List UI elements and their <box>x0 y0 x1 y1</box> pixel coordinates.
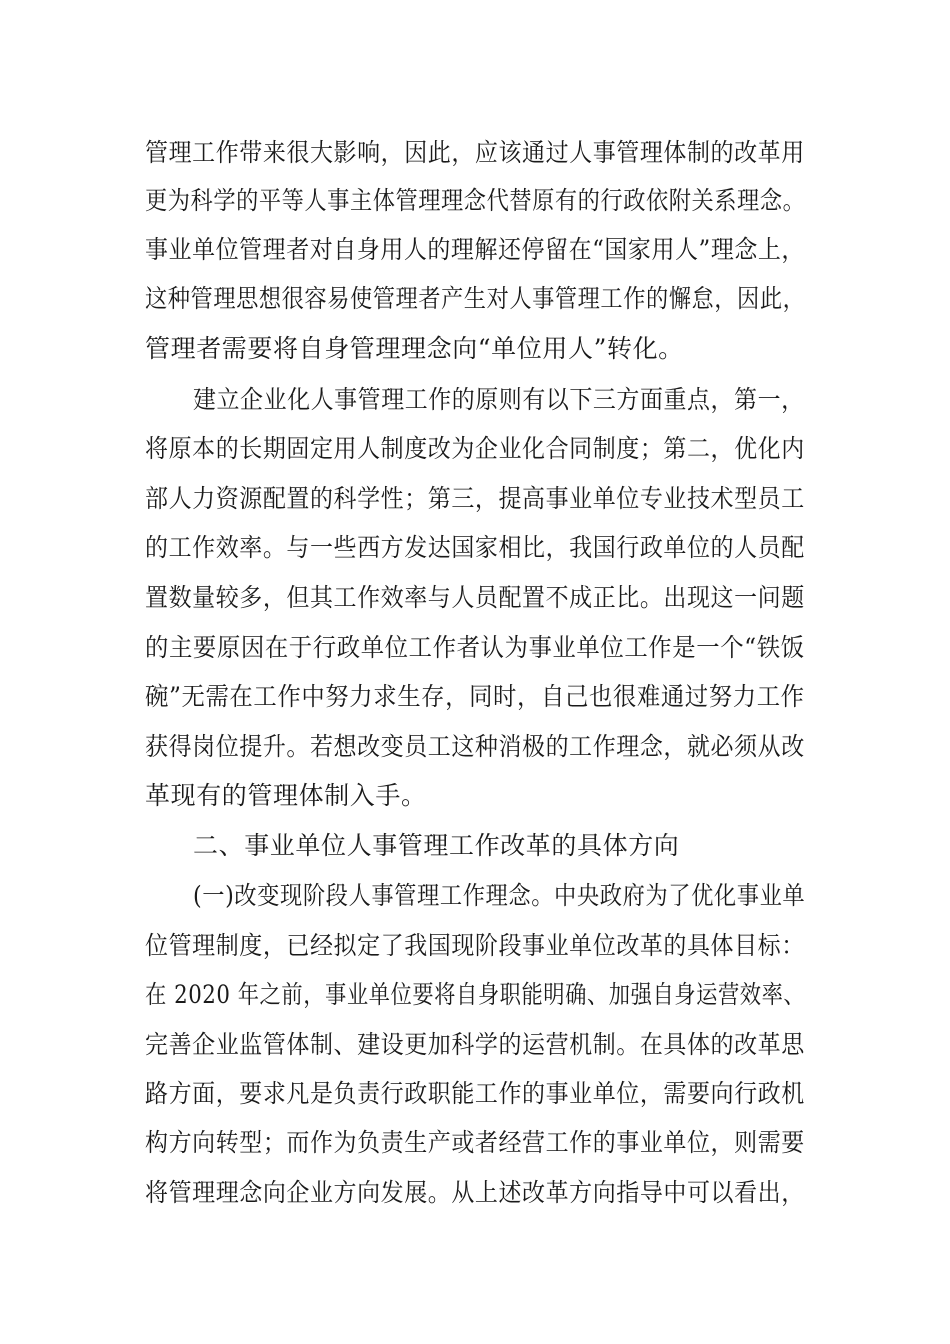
text-line: 获得岗位提升。若想改变员工这种消极的工作理念，就必须从改 <box>145 732 805 761</box>
text-line: 建立企业化人事管理工作的原则有以下三方面重点，第一， <box>193 385 805 414</box>
text-line: 管理者需要将自身管理理念向“单位用人”转化。 <box>145 334 684 363</box>
text-line: 位管理制度，已经拟定了我国现阶段事业单位改革的具体目标： <box>145 931 805 960</box>
text-line: 构方向转型；而作为负责生产或者经营工作的事业单位，则需要 <box>145 1128 805 1157</box>
text-line: 革现有的管理体制入手。 <box>145 781 427 810</box>
text-line: 将管理理念向企业方向发展。从上述改革方向指导中可以看出， <box>145 1178 805 1207</box>
text-line: 更为科学的平等人事主体管理理念代替原有的行政依附关系理念。 <box>145 186 806 215</box>
text-line: (一)改变现阶段人事管理工作理念。中央政府为了优化事业单 <box>193 881 806 910</box>
text-line: 置数量较多，但其工作效率与人员配置不成正比。出现这一问题 <box>145 583 805 612</box>
text-line: 碗”无需在工作中努力求生存，同时，自己也很难通过努力工作 <box>145 682 805 711</box>
text-line: 路方面，要求凡是负责行政职能工作的事业单位，需要向行政机 <box>145 1079 805 1108</box>
text-line: 这种管理思想很容易使管理者产生对人事管理工作的懈怠，因此， <box>145 284 806 313</box>
text-line: 在 2020 年之前，事业单位要将自身职能明确、加强自身运营效率、 <box>145 980 806 1009</box>
text-line: 管理工作带来很大影响，因此，应该通过人事管理体制的改革用 <box>145 138 805 167</box>
text-line: 完善企业监管体制、建设更加科学的运营机制。在具体的改革思 <box>145 1030 805 1059</box>
text-line: 部人力资源配置的科学性；第三，提高事业单位专业技术型员工 <box>145 484 805 513</box>
text-line: 的工作效率。与一些西方发达国家相比，我国行政单位的人员配 <box>145 533 805 562</box>
text-line: 的主要原因在于行政单位工作者认为事业单位工作是一个“铁饭 <box>145 633 805 662</box>
text-line: 将原本的长期固定用人制度改为企业化合同制度；第二，优化内 <box>145 434 805 463</box>
text-line: 事业单位管理者对自身用人的理解还停留在“国家用人”理念上， <box>145 235 805 264</box>
section-heading: 二、事业单位人事管理工作改革的具体方向 <box>193 831 680 860</box>
